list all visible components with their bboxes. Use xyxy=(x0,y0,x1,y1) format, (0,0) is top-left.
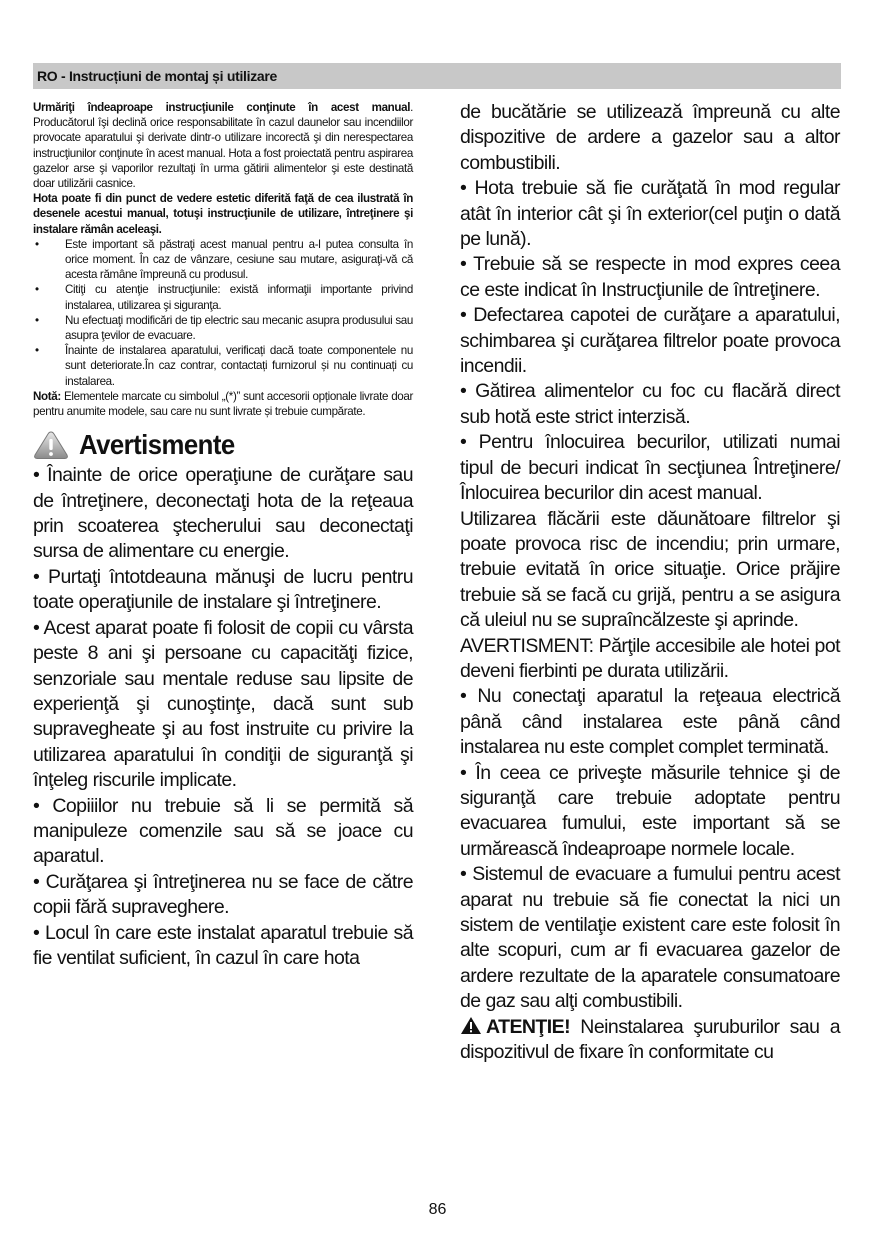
warnings-title: Avertismente xyxy=(79,429,235,461)
warning-item: • Defectarea capotei de curăţare a aparatului, schimbarea şi curăţarea filtrelor poate provoca incendii. xyxy=(460,304,840,378)
warning-triangle-icon xyxy=(33,430,69,460)
note-label: Notă: xyxy=(33,389,61,403)
section-header xyxy=(33,63,841,89)
warnings-right-text xyxy=(460,100,840,1065)
warning-item: • Purtaţi întotdeauna mănuşi de lucru pentru toate operaţiunile de instalare şi întreţinere. xyxy=(33,565,413,614)
intro-paragraph-1 xyxy=(33,100,413,191)
attention-label: ATENŢIE! xyxy=(486,1015,571,1038)
warning-item: • Locul în care este instalat aparatul trebuie să fie ventilat suficient, în cazul în care hota xyxy=(33,921,413,969)
page-number: 86 xyxy=(428,1201,447,1218)
warning-item: Utilizarea flăcării este dăunătoare filtrelor şi poate provoca risc de incendiu; prin urmare, trebuie evitată în orice situaţie. Orice prăjire trebuie să se facă cu grijă, pentru a se asigura că uleiul nu se supraîncălzeste şi aprinde. xyxy=(460,507,840,632)
warning-item: • Trebuie să se respecte in mod expres ceea ce este indicat în Instrucţiunile de întreţinere. xyxy=(460,253,840,301)
list-item: • Nu efectuaţi modificări de tip electric sau mecanic asupra produsului sau asupra ţevilor de evacuare. xyxy=(35,313,413,343)
warning-item: • Pentru înlocuirea becurilor, utilizati numai tipul de becuri indicat în secţiunea Întreţinere/Înlocuirea becurilor din acest manual. xyxy=(460,431,840,505)
warnings-left-text xyxy=(33,463,413,971)
intro-emphasis: Urmăriţi îndeaproape instrucţiunile conţinute în acest manual xyxy=(33,101,411,114)
warning-item: • Sistemul de evacuare a fumului pentru acest aparat nu trebuie să fie conectat la nici un sistem de ventilaţie existent care este folosit în alte scopuri, cum ar fi evacuarea gazelor de ardere rezultate de la aparatele consumatoare de gaz sau alţi combustibili. xyxy=(460,863,840,1013)
note-text: Elementele marcate cu simbolul „(*)” sunt accesorii opționale livrate doar pentru anumite modele, sau care nu sunt livrate și trebuie cumpărate. xyxy=(33,389,413,419)
warning-item: • Înainte de orice operaţiune de curăţare sau de întreţinere, deconectaţi hota de la reţeaua prin scoaterea ştecherului sau deconectaţi sursa de alimentare cu energie. xyxy=(33,464,413,563)
attention-icon xyxy=(460,1016,482,1035)
right-column xyxy=(460,100,840,1065)
intro-text xyxy=(33,100,413,419)
warning-item: • În ceea ce priveşte măsurile tehnice şi de siguranţă care trebuie adoptate pentru evacuarea fumului, este important să se urmărească îndeaproape normele locale. xyxy=(460,761,840,860)
intro-bullet-list xyxy=(33,237,413,389)
warning-item: de bucătărie se utilizează împreună cu alte dispozitive de ardere a gazelor sau a altor combustibili. xyxy=(460,101,840,174)
list-item: • Este important să păstraţi acest manual pentru a-l putea consulta în orice moment. În caz de vânzare, cesiune sau mutare, asiguraţi-vă că acesta rămâne împreună cu produsul. xyxy=(35,237,413,282)
warning-item: • Copiiilor nu trebuie să li se permită să manipuleze comenzile sau să se joace cu aparatul. xyxy=(33,794,413,868)
left-column xyxy=(33,100,413,971)
note xyxy=(33,389,413,419)
section-title: RO - Instrucțiuni de montaj și utilizare xyxy=(37,68,278,84)
warning-item: • Gătirea alimentelor cu foc cu flacără direct sub hotă este strict interzisă. xyxy=(460,380,840,428)
list-item: • Citiţi cu atenţie instrucţiunile: există informaţii importante privind instalarea, utilizarea şi siguranţa. xyxy=(35,283,413,312)
warning-item: • Hota trebuie să fie curăţată în mod regular atât în interior cât şi în exterior(cel puţin o dată pe lună). xyxy=(460,177,840,251)
warning-item: • Nu conectaţi aparatul la reţeaua electrică până când instalarea este până când instalarea nu este complet complet terminată. xyxy=(460,685,840,759)
list-item: • Înainte de instalarea aparatului, verificați dacă toate componentele nu sunt deteriorate.În caz contrar, contactați furnizorul și nu continuați cu instalarea. xyxy=(35,344,413,388)
attention-paragraph xyxy=(460,1015,840,1066)
warnings-heading xyxy=(33,429,413,461)
intro-body: . Producătorul îşi declină orice responsabilitate în cazul daunelor sau incendiilor provocate aparatului şi derivate dintr-o utilizare incorectă şi din nerespectarea instrucţiunilor conţinute în acest manual. Hota a fost proiectată pentru aspirarea gazelor arse şi vaporilor rezultaţi în urma gătirii alimentelor şi este destinată doar utilizării casnice. xyxy=(33,101,413,191)
warning-item: • Curăţarea şi întreţinerea nu se face de către copii fără supraveghere. xyxy=(33,870,413,919)
warning-item: • Acest aparat poate fi folosit de copii cu vârsta peste 8 ani şi persoane cu capacităţi fizice, senzoriale sau mentale reduse sau lipsite de experienţă şi cunoştinţe, dacă sunt sub supravegheate şi au fost instruite cu privire la utilizarea aparatului în condiţii de siguranţă şi înţeleg riscurile implicate. xyxy=(33,616,413,792)
warning-item: AVERTISMENT: Părţile accesibile ale hotei pot deveni fierbinti pe durata utilizării. xyxy=(460,634,840,682)
attention-text: Neinstalarea şuruburilor sau a dispozitivul de fixare în conformitate cu xyxy=(460,1015,840,1064)
intro-paragraph-2: Hota poate fi din punct de vedere estetic diferită faţă de cea ilustrată în desenele acestui manual, totuşi instrucţiunile de utilizare, întreţinere şi instalare rămân aceleaşi. xyxy=(33,192,413,236)
